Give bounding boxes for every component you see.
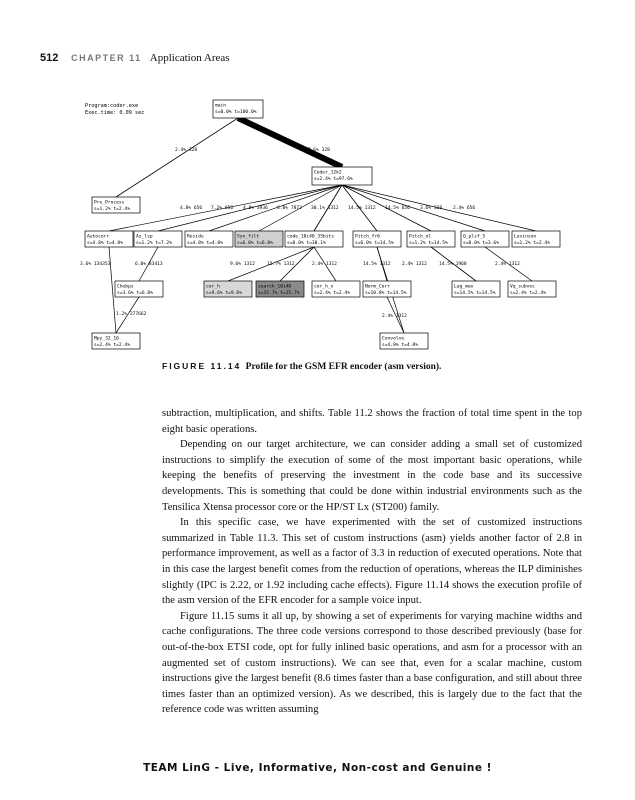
node-residu — [185, 231, 233, 247]
paragraph: Figure 11.15 sums it all up, by showing a set of experiments for varying machine widths and cache configurations. The three code versions correspond to those described previously (base for out-of-the-box ETSI code, opt for fully inlined basic operations, and asm for a processor with an augmented set of custom instructions). We can see that, even for a scalar machine, custom instructions give the largest benefit (8.6 times faster than a base configuration, and still about three times faster than an optimized version). As we described, this is largely due to the fact that the reference code was written assuming — [162, 610, 582, 716]
node-stats: s=2.4% t=2.4% — [94, 343, 130, 348]
paragraph: Depending on our target architecture, we can consider adding a small set of customized instructions to simplify the execution of some of the most important basic operations, while keeping the benefits of preserving the investment in the code base and its successive developments. This is something that could be done within industrial environments such as the Tensilica Xtensa processor core or the HP/ST Lx (ST200) family. — [162, 439, 582, 513]
node-stats: s=3.6% t=6.0% — [117, 291, 153, 296]
edge-label: 2.4% 1312 — [382, 314, 407, 319]
node-stats: s=10.8% t=14.5% — [365, 291, 407, 296]
edge-label: 30.1% 1312 — [311, 206, 339, 211]
node-name: Vq_subvec — [510, 284, 535, 290]
node-name: Pre_Process — [94, 200, 125, 206]
paragraph: subtraction, multiplication, and shifts. Table 11.2 shows the fraction of total time spent in the top eight basic operations. — [162, 408, 582, 435]
node-code10i40 — [285, 231, 343, 247]
edge-label: 3.6% 134353 — [80, 262, 111, 267]
edge-label: 2.4% 328 — [175, 148, 198, 153]
node-name: Pitch_ol — [409, 234, 432, 240]
node-stats: s=0.0% t=3.6% — [463, 241, 499, 246]
node-name: main — [215, 103, 227, 109]
edge-label: 15.7% 1312 — [267, 262, 295, 267]
node-name: Autocorr — [87, 234, 110, 240]
edge-label: 4.8% 656 — [180, 206, 203, 211]
edge-label: 14.5% 656 — [385, 206, 410, 211]
node-stats: s=2.4% t=97.6% — [314, 177, 353, 182]
node-stats: s=15.7% t=15.7% — [258, 291, 300, 296]
edge-label: 97.6% 328 — [305, 148, 330, 153]
node-name: search_10i40 — [258, 284, 292, 290]
node-lagmax — [452, 281, 500, 297]
edge-label: 14.5% 1312 — [348, 206, 376, 211]
node-mpy — [92, 333, 140, 349]
body-text — [162, 406, 582, 718]
node-stats: s=2.4% t=2.4% — [510, 291, 546, 296]
node-name: Az_lsp — [136, 234, 153, 240]
node-name: Pitch_fr6 — [355, 234, 380, 240]
edge-label: 14.5% 1312 — [363, 262, 391, 267]
node-chebps — [115, 281, 163, 297]
node-preproc — [92, 197, 140, 213]
node-stats: s=4.8% t=4.8% — [382, 343, 418, 348]
node-search — [256, 281, 304, 297]
node-name: cor_h — [206, 284, 220, 290]
node-stats: s=1.2% t=7.2% — [136, 241, 172, 246]
edge-label: 14.5% 1968 — [439, 262, 467, 267]
node-stats: s=1.2% t=14.5% — [409, 241, 448, 246]
node-coder — [312, 167, 372, 185]
edge-label: 6.0% 7872 — [277, 206, 302, 211]
node-stats: s=0.0% t=100.0% — [215, 110, 257, 115]
node-stats: s=9.6% t=9.6% — [206, 291, 242, 296]
node-qplsf5 — [461, 231, 509, 247]
edge-label: 4.8% 3936 — [243, 206, 268, 211]
node-normcorr — [363, 281, 411, 297]
page-number: 512 — [40, 52, 59, 64]
edge-label: 6.0% 83413 — [135, 262, 163, 267]
call-edge-main-coder — [238, 118, 342, 167]
node-corhx — [312, 281, 360, 297]
node-stats: s=4.8% t=4.8% — [87, 241, 123, 246]
node-levinson — [512, 231, 560, 247]
node-stats: s=6.0% t=6.0% — [237, 241, 273, 246]
node-stats: s=0.0% t=30.1% — [287, 241, 326, 246]
caption-text: Profile for the GSM EFR encoder (asm version). — [245, 362, 442, 372]
edge-label: 2.4% 1312 — [312, 262, 337, 267]
figure-caption — [162, 361, 441, 372]
edge-label: 9.6% 1312 — [230, 262, 255, 267]
node-name: Levinson — [514, 234, 537, 240]
exec-time: Exec.time: 0.09 sec — [85, 110, 145, 116]
node-name: Coder_12k2 — [314, 170, 342, 176]
node-pitchol — [407, 231, 455, 247]
node-name: Convolve — [382, 336, 405, 342]
node-name: Residu — [187, 234, 204, 240]
edge-label: 1.2% 277662 — [116, 312, 147, 317]
node-name: Mpy_32_16 — [94, 336, 119, 342]
node-name: Syn_filt — [237, 234, 260, 240]
edge-label: 2.4% 1312 — [495, 262, 520, 267]
node-stats: s=14.5% t=14.5% — [454, 291, 496, 296]
node-pitchfr6 — [353, 231, 401, 247]
chapter-label: CHAPTER 11 — [71, 53, 142, 63]
caption-label: FIGURE 11.14 — [162, 361, 242, 371]
profile-call-graph — [80, 95, 580, 365]
chapter-title: Application Areas — [149, 52, 230, 64]
node-synfilt — [235, 231, 283, 247]
node-stats: s=2.4% t=2.4% — [314, 291, 350, 296]
node-main — [213, 100, 263, 118]
edge-label: 7.2% 656 — [211, 206, 234, 211]
node-stats: s=6.0% t=14.5% — [355, 241, 394, 246]
node-stats: s=1.2% t=2.4% — [514, 241, 550, 246]
node-corh — [204, 281, 252, 297]
node-autocorr — [85, 231, 133, 247]
edge-label: 3.6% 328 — [420, 206, 443, 211]
node-name: Lag_max — [454, 284, 474, 290]
paragraph: In this specific case, we have experimented with the set of customized instructions summarized in Table 11.3. This set of custom instructions (asm) yields another factor of 2.8 in performance improvement, as well as a factor of 3.3 in reduction of executed operations. Note that in this case the largest benefit comes from the reduction of operations, whereas the ILP diminishes slightly (IPC is 2.22, or 1.92 including cache effects). Figure 11.14 shows the execution profile of the asm version of the EFR encoder for a sample voice input. — [162, 517, 582, 607]
node-azlsp — [134, 231, 182, 247]
node-stats: s=4.8% t=4.8% — [187, 241, 223, 246]
node-vqsubvec — [508, 281, 556, 297]
running-header — [40, 52, 230, 64]
node-name: Norm_Corr — [365, 284, 390, 290]
call-nodes — [85, 100, 560, 349]
program-name: Program:coder.exe — [85, 103, 139, 109]
call-edge-main-preproc — [116, 118, 238, 197]
node-name: Q_plsf_5 — [463, 234, 486, 240]
edge-label: 2.4% 1312 — [402, 262, 427, 267]
edge-label: 2.4% 656 — [453, 206, 476, 211]
node-name: cor_h_x — [314, 284, 334, 290]
footer-banner: TEAM LinG - Live, Informative, Non-cost and Genuine ! — [143, 762, 492, 774]
node-name: code_10i40_35bits — [287, 234, 335, 240]
node-convolve — [380, 333, 428, 349]
node-stats: s=1.2% t=2.4% — [94, 207, 130, 212]
node-name: Chebps — [117, 284, 134, 290]
